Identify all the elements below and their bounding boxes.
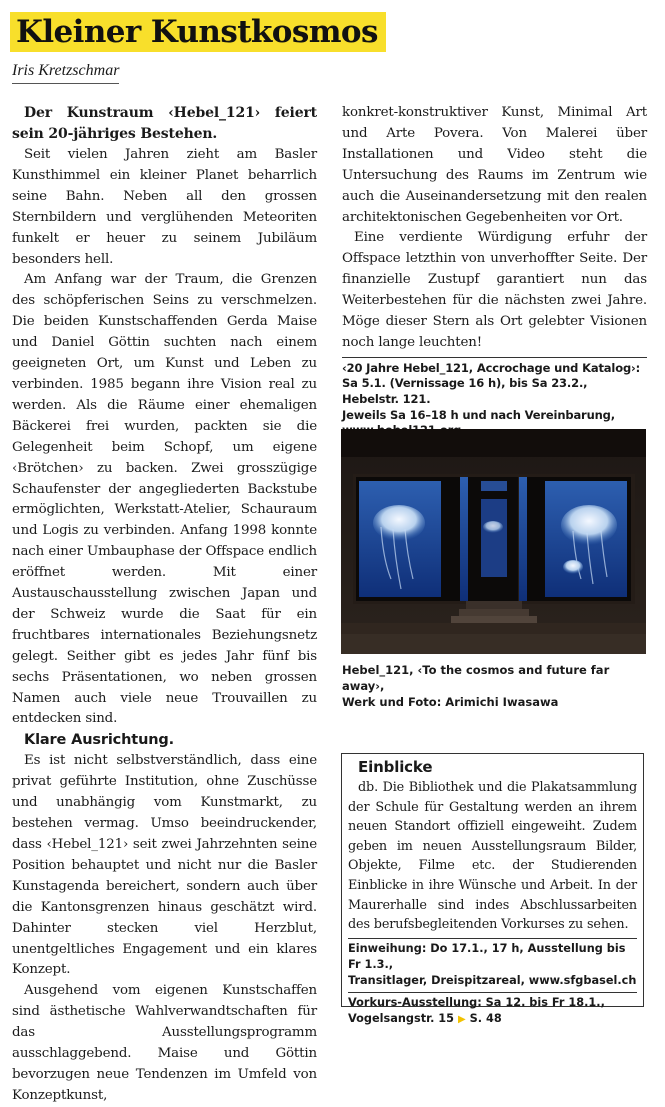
box-title: Einblicke bbox=[358, 758, 433, 776]
article-column-left bbox=[12, 103, 317, 1107]
article-subhead: Klare Ausrichtung. bbox=[24, 732, 175, 749]
photo-caption-line: Werk und Foto: Arimichi Iwasawa bbox=[342, 695, 559, 709]
box-body: db. Die Bibliothek und die Plakatsammlung der Schule für Gestaltung werden an ihrem neuen Standort offiziell eingeweiht. Zudem geben im neuen Ausstellungsraum Bilder, Objekte, Filme etc. der Studierenden Einblicke in ihre Wünsche und Arbeit. In der Maurerhalle sind indes Abschlussarbeiten des berufsbegleitenden Vorkurses zu sehen. bbox=[348, 780, 637, 933]
article-paragraph: Seit vielen Jahren zieht am Basler Kunsthimmel ein kleiner Planet beharrlich seine Bahn. Neben all den grossen Sternbildern und verglühenden Meteoriten funkelt er heuer zu seinem Jubiläum besonders hell. bbox=[12, 147, 317, 267]
arrow-right-icon: ▶ bbox=[457, 1013, 466, 1025]
gallery-storefront-illustration bbox=[341, 429, 646, 654]
article-lead: Der Kunstraum ‹Hebel_121› feiert sein 20-jähriges Bestehen. bbox=[12, 105, 317, 142]
author-byline: Iris Kretzschmar bbox=[12, 61, 119, 84]
article-column-right bbox=[342, 103, 647, 439]
box-info-line: Transitlager, Dreispitzareal, www.sfgbasel.ch bbox=[348, 973, 637, 987]
event-info bbox=[342, 357, 647, 439]
event-info-line: Jeweils Sa 16–18 h und nach Vereinbarung, bbox=[342, 407, 615, 422]
box-info-line: Einweihung: Do 17.1., 17 h, Ausstellung bis Fr 1.3., bbox=[348, 941, 626, 971]
box-info-vorkurs bbox=[348, 992, 637, 1028]
event-info-line: ‹20 Jahre Hebel_121, Accrochage und Katalog›: bbox=[342, 360, 641, 375]
event-info-line: Sa 5.1. (Vernissage 16 h), bis Sa 23.2., Hebelstr. 121. bbox=[342, 376, 588, 407]
headline-wrap bbox=[10, 12, 386, 52]
photo-caption bbox=[342, 662, 647, 710]
einblicke-box bbox=[341, 753, 644, 1025]
headline: Kleiner Kunstkosmos bbox=[10, 12, 386, 52]
article-paragraph: Es ist nicht selbstverständlich, dass eine privat geführte Institution, ohne Zuschüsse und unabhängig vom Kunstmarkt, zu bestehen vermag. Umso beeindruckender, dass ‹Hebel_121› seit zwei Jahrzehnten seine Position behauptet und nicht nur die Basler Kunstagenda bereichert, sondern auch über die Kantonsgrenzen hinaus geschätzt wird. Dahinter stecken viel Herzblut, unentgeltliches Engagement und ein klares Konzept. bbox=[12, 753, 317, 978]
article-paragraph: konkret-konstruktiver Kunst, Minimal Art und Arte Povera. Von Malerei über Installationen und Video steht die Untersuchung des Raums im Zentrum wie auch die Auseinandersetzung mit den realen architektonischen Gegebenheiten vor Ort. bbox=[342, 105, 647, 225]
box-info-einweihung bbox=[348, 938, 637, 989]
article-paragraph: Am Anfang war der Traum, die Grenzen des schöpferischen Seins zu verschmelzen. Die beiden Kunstschaffenden Gerda Maise und Daniel Göttin suchten nach einem geeigneten Ort, um Kunst und Leben zu verbinden. 1985 begann ihre Vision real zu werden. Als die Räume einer ehemaligen Bäckerei frei wurden, packten sie die Gelegenheit beim Schopf, um eigene ‹Brötchen› zu backen. Zwei grosszügige Schaufenster der angegliederten Backstube ermöglichten, Werkstatt-Atelier, Schauraum und Logis zu verbinden. Anfang 1998 konnte nach einer Umbauphase der Offspace endlich eröffnet werden. Mit einer Austauschausstellung zwischen Japan und der Schweiz wurde die Saat für ein fruchtbares internationales Beziehungsnetz gelegt. Seither gibt es jedes Jahr fünf bis sechs Präsentationen, wo neben grossen Namen auch viele neue Trouvaillen zu entdecken sind. bbox=[12, 272, 317, 727]
article-paragraph: Eine verdiente Würdigung erfuhr der Offspace letzthin von unverhoffter Seite. Der finanzielle Zustupf garantiert nun das Weiterbestehen für die nächsten zwei Jahre. Möge dieser Stern als Ort gelebter Visionen noch lange leuchten! bbox=[342, 230, 647, 350]
page-reference: S. 48 bbox=[469, 1011, 502, 1025]
box-info-line: Vorkurs-Ausstellung: Sa 12. bis Fr 18.1., bbox=[348, 995, 605, 1009]
box-info-line bbox=[348, 1011, 637, 1028]
article-paragraph: Ausgehend vom eigenen Kunstschaffen sind ästhetische Wahlverwandtschaften für das Ausstellungsprogramm ausschlaggebend. Maise und Göttin bevorzugen neue Tendenzen im Umfeld von Konzeptkunst, bbox=[12, 983, 317, 1103]
box-info-address: Vogelsangstr. 15 bbox=[348, 1011, 455, 1025]
gallery-photo bbox=[341, 429, 646, 654]
photo-caption-line: Hebel_121, ‹To the cosmos and future far away›, bbox=[342, 663, 610, 693]
